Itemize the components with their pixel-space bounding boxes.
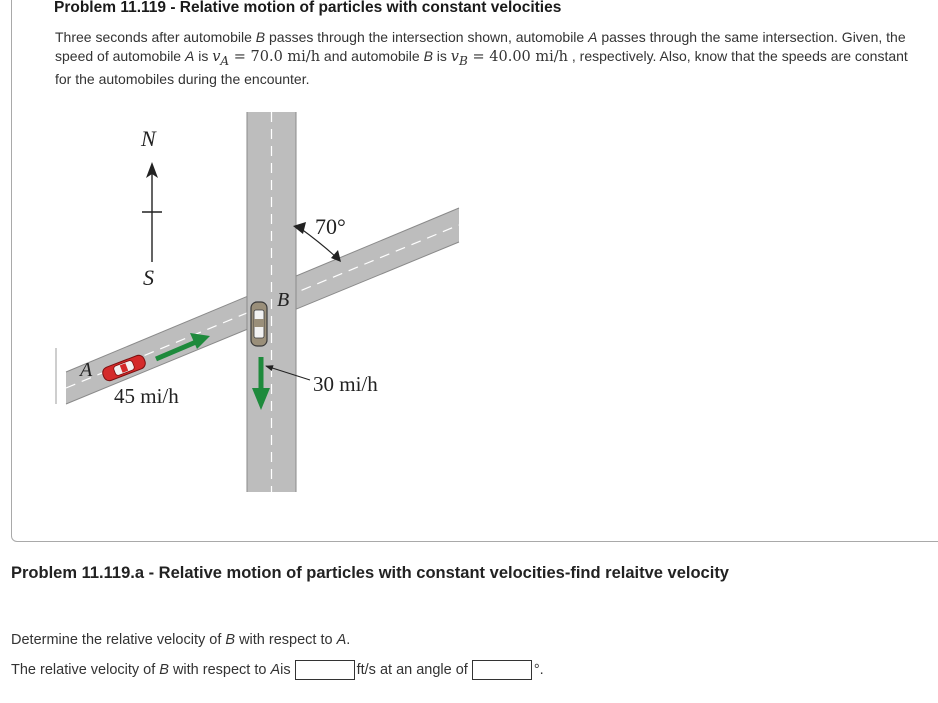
problem-statement: Three seconds after automobile B passes through the intersection shown, automobile A passes through the same intersection. Given, the speed of automobile A is $v_A = 70.0$ mi/h and automobile B is $v_B = 40.00$ mi/h , respectively. Also, know that the speeds are constant for the automobiles during the encounter.: [55, 29, 908, 88]
angle-annotation: [293, 214, 346, 262]
degree-label: °.: [533, 662, 544, 678]
answer-line: The relative velocity of B with respect to A is ft/s at an angle of °.: [11, 662, 544, 678]
angle-label: 70°: [315, 214, 346, 239]
north-label: N: [141, 126, 156, 151]
south-label: S: [143, 265, 154, 290]
problem-title: Problem 11.119 - Relative motion of particles with constant velocities: [54, 0, 562, 16]
relative-velocity-input[interactable]: [295, 660, 355, 680]
car-b-label: B: [277, 289, 290, 311]
part-a-title: Problem 11.119.a - Relative motion of particles with constant velocities-find relaitve velocity: [11, 564, 729, 582]
car-b: [251, 302, 267, 346]
speed-b-label: 30 mi/h: [313, 372, 378, 396]
car-a-label: A: [80, 359, 93, 381]
speed-a-label: 45 mi/h: [114, 384, 179, 408]
speed-a-formula: $v_A = 70.0$ mi/h: [212, 48, 321, 68]
speed-b-formula: $v_B = 40.00$ mi/h: [450, 48, 568, 68]
unit-label: ft/s at an angle of: [356, 662, 468, 678]
angle-input[interactable]: [472, 660, 532, 680]
part-a-prompt: Determine the relative velocity of B with respect to A.: [11, 632, 351, 648]
compass: [140, 126, 162, 290]
